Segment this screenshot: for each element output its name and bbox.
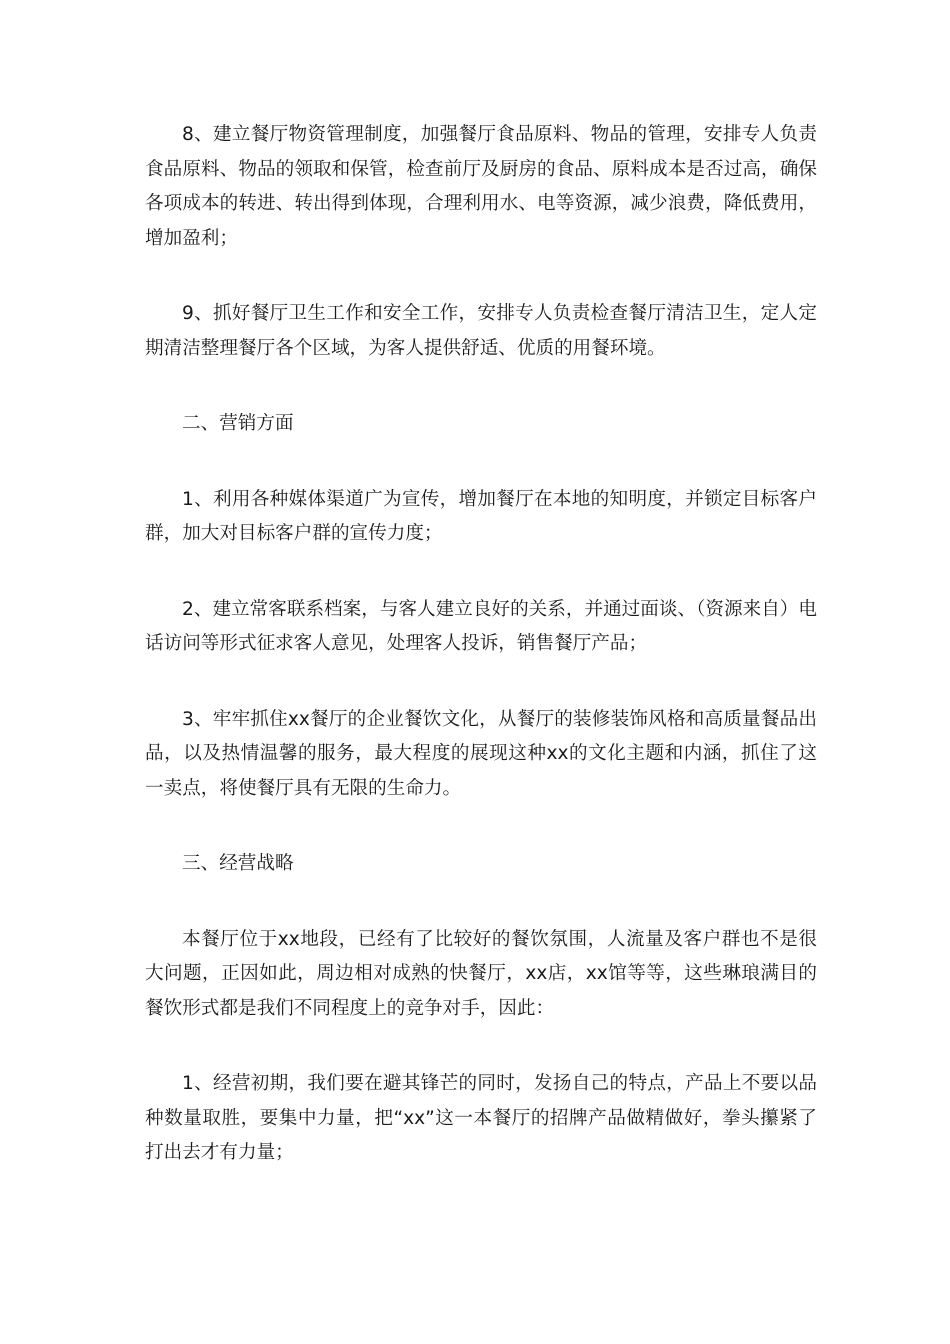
paragraph-gap	[145, 256, 817, 297]
marketing-item-1: 1、利用各种媒体渠道广为宣传，增加餐厅在本地的知明度，并锁定目标客户群，加大对目标客户群的宣传力度；	[145, 488, 817, 544]
document-page	[145, 118, 817, 1171]
paragraph-gap	[145, 662, 817, 703]
section-heading-strategy: 三、经营战略	[182, 853, 294, 874]
paragraph-gap	[145, 1026, 817, 1067]
paragraph-9-hygiene-safety: 9、抓好餐厅卫生工作和安全工作，安排专人负责检查餐厅清洁卫生，定人定期清洁整理餐厅各个区域，为客人提供舒适、优质的用餐环境。	[145, 303, 817, 359]
marketing-item-3: 3、牢牢抓住xx餐厅的企业餐饮文化，从餐厅的装修装饰风格和高质量餐品出品，以及热情温馨的服务，最大程度的展现这种xx的文化主题和内涵，抓住了这一卖点，将使餐厅具有无限的生命力。	[145, 708, 817, 799]
paragraph-gap	[145, 552, 817, 593]
paragraph-gap	[145, 442, 817, 483]
paragraph-8-material-management: 8、建立餐厅物资管理制度，加强餐厅食品原料、物品的管理，安排专人负责食品原料、物品的领取和保管，检查前厅及厨房的食品、原料成本是否过高，确保各项成本的转进、转出得到体现，合理利用水、电等资源，减少浪费，降低费用，增加盈利；	[145, 124, 817, 249]
marketing-item-2: 2、建立常客联系档案，与客人建立良好的关系，并通过面谈、（资源来自）电话访问等形式征求客人意见，处理客人投诉，销售餐厅产品；	[145, 598, 817, 654]
paragraph-gap	[145, 882, 817, 923]
paragraph-gap	[145, 366, 817, 407]
strategy-item-1: 1、经营初期，我们要在避其锋芒的同时，发扬自己的特点，产品上不要以品种数量取胜，要集中力量，把“xx”这一本餐厅的招牌产品做精做好，拳头攥紧了打出去才有力量；	[145, 1073, 817, 1163]
paragraph-gap	[145, 806, 817, 847]
strategy-intro: 本餐厅位于xx地段，已经有了比较好的餐饮氛围，人流量及客户群也不是很大问题，正因如此，周边相对成熟的快餐厅，xx店，xx馆等等，这些琳琅满目的餐饮形式都是我们不同程度上的竞争对手，因此：	[145, 928, 817, 1019]
section-heading-marketing: 二、营销方面	[182, 413, 294, 434]
